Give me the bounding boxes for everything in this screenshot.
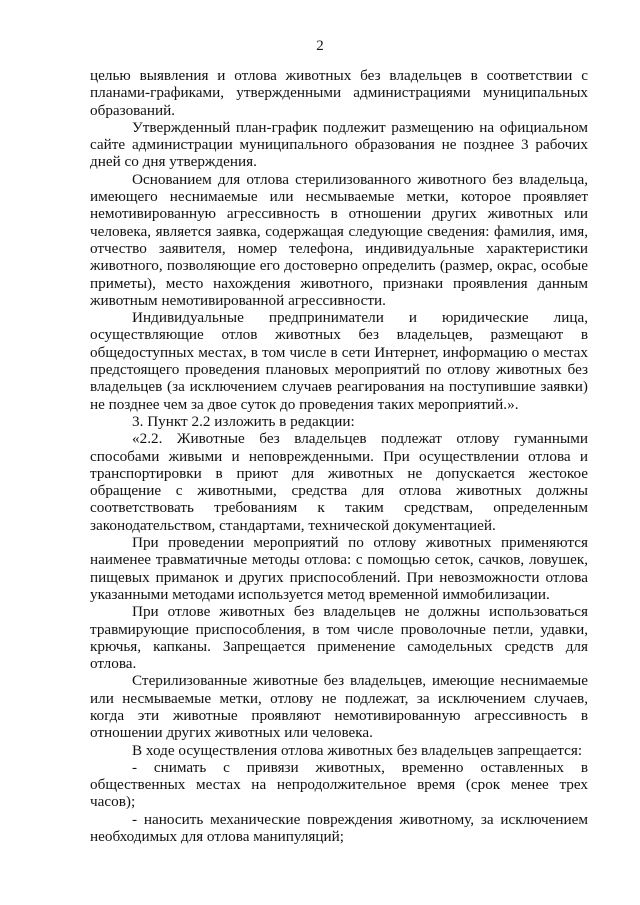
paragraph: При отлове животных без владельцев не должны использоваться травмирующие приспособления, в том числе проволочные петли, удавки, крючья, капканы. Запрещается применение самодельных средств для отлова. (90, 603, 588, 673)
list-item: - наносить механические повреждения животному, за исключением необходимых для отлова манипуляций; (90, 810, 588, 846)
paragraph: 3. Пункт 2.2 изложить в редакции: (132, 412, 355, 430)
paragraph: Основанием для отлова стерилизованного животного без владельца, имеющего неснимаемые или несмываемые метки, которое проявляет немотивированную агрессивность в отношении других животных или человека, является заявка, содержащая следующие сведения: фамилия, имя, отчество заявителя, номер телефона, индивидуальные характеристики животного, позволяющие его достоверно определить (размер, окрас, особые приметы), место нахождения животного, признаки проявления данным животным немотивированной агрессивности. (90, 170, 588, 309)
paragraph: Утвержденный план-график подлежит размещению на официальном сайте администрации муниципального образования не позднее 3 рабочих дней со дня утверждения. (90, 118, 588, 171)
page-number: 2 (316, 38, 324, 54)
paragraph: «2.2. Животные без владельцев подлежат отлову гуманными способами живыми и неповрежденными. При осуществлении отлова и транспортировки в приют для животных не допускается жестокое обращение с животными, средства для отлова животных должны соответствовать требованиям к таким средствам, определенным законодательством, стандартами, технической документацией. (90, 430, 588, 534)
document-body (90, 67, 588, 845)
paragraph: При проведении мероприятий по отлову животных применяются наименее травматичные методы отлова: с помощью сеток, сачков, ловушек, пищевых приманок и других приспособлений. При невозможности отлова указанными методами используется метод временной иммобилизации. (90, 534, 588, 603)
paragraph: Стерилизованные животные без владельцев, имеющие неснимаемые или несмываемые метки, отлову не подлежат, за исключением случаев, когда эти животные проявляют немотивированную агрессивность в отношении других животных или человека. (90, 672, 588, 742)
paragraph: Индивидуальные предприниматели и юридические лица, осуществляющие отлов животных без владельцев, размещают в общедоступных местах, в том числе в сети Интернет, информацию о местах предстоящего проведения плановых мероприятий по отлову животных без владельцев (за исключением случаев реагирования на поступившие заявки) не позднее чем за двое суток до проведения таких мероприятий.». (90, 309, 588, 413)
list-item: - снимать с привязи животных, временно оставленных в общественных местах на непродолжительное время (срок менее трех часов); (90, 758, 588, 811)
paragraph: целью выявления и отлова животных без владельцев в соответствии с планами-графиками, утвержденными администрациями муниципальных образований. (90, 67, 588, 119)
paragraph: В ходе осуществления отлова животных без владельцев запрещается: (132, 741, 583, 759)
